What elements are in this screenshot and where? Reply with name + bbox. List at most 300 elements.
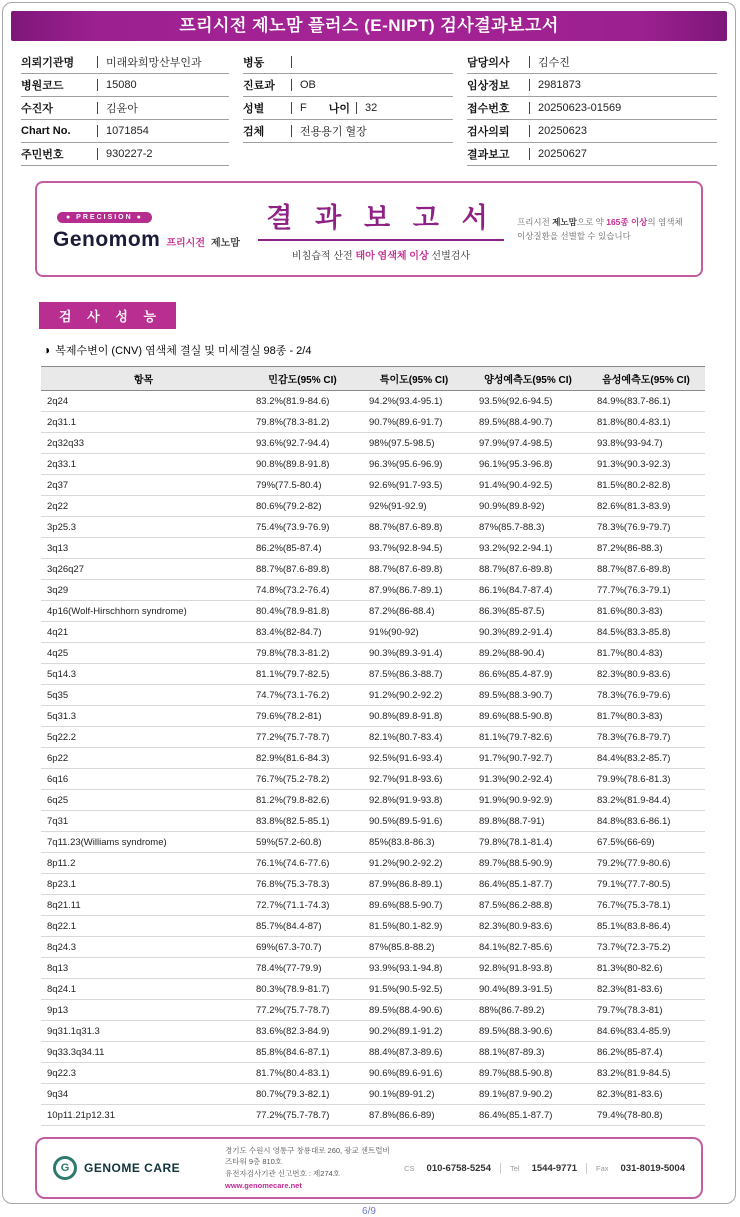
label-divider [291, 102, 292, 114]
row-value: 81.6%(80.3-83) [587, 601, 705, 622]
row-value: 91.3%(90.3-92.3) [587, 454, 705, 475]
precision-badge: ● PRECISION ● [57, 212, 152, 223]
genome-care-logo-text: GENOME CARE [84, 1161, 181, 1175]
row-item-name: 2q32q33 [41, 433, 246, 454]
table-row [41, 1063, 705, 1084]
info-row [467, 97, 717, 120]
row-item-name: 8q22.1 [41, 916, 246, 937]
info-value: 2981873 [538, 79, 581, 91]
row-item-name: 6p22 [41, 748, 246, 769]
row-value: 91.9%(90.9-92.9) [469, 790, 587, 811]
fax-label: Fax [596, 1163, 609, 1173]
website-url: www.genomecare.net [225, 1180, 302, 1190]
row-item-name: 6q16 [41, 769, 246, 790]
row-value: 81.1%(79.7-82.5) [246, 664, 359, 685]
info-value: 김수진 [538, 57, 570, 69]
table-row [41, 958, 705, 979]
row-value: 92.8%(91.8-93.8) [469, 958, 587, 979]
column-header-item: 항목 [41, 367, 246, 391]
info-row [467, 143, 717, 166]
row-value: 88.7%(87.6-89.8) [246, 559, 359, 580]
row-value: 81.7%(80.3-83) [587, 706, 705, 727]
patient-info-col-left [21, 51, 229, 166]
row-value: 81.5%(80.1-82.9) [359, 916, 469, 937]
footer-contacts [404, 1163, 685, 1174]
row-value: 85.7%(84.4-87) [246, 916, 359, 937]
row-value: 73.7%(72.3-75.2) [587, 937, 705, 958]
row-value: 89.1%(87.9-90.2) [469, 1084, 587, 1105]
info-label: 검사의뢰 [467, 126, 510, 138]
info-row [243, 51, 453, 74]
row-value: 79.2%(77.9-80.6) [587, 853, 705, 874]
row-value: 84.9%(83.7-86.1) [587, 391, 705, 412]
info-value: 20250623 [538, 125, 587, 137]
row-value: 74.8%(73.2-76.4) [246, 580, 359, 601]
info-label: 성별 [243, 103, 265, 115]
row-item-name: 8p11.2 [41, 853, 246, 874]
info-row [467, 120, 717, 143]
row-value: 79%(77.5-80.4) [246, 475, 359, 496]
info-row [21, 120, 229, 143]
info-value: 32 [365, 102, 378, 114]
table-row [41, 1084, 705, 1105]
info-value: 미래와희망산부인과 [106, 57, 202, 69]
table-row [41, 475, 705, 496]
header-row [41, 367, 705, 391]
row-value: 91.3%(90.2-92.4) [469, 769, 587, 790]
row-value: 91.7%(90.7-92.7) [469, 748, 587, 769]
report-note [517, 215, 685, 243]
info-value: F [300, 102, 307, 114]
row-value: 81.1%(79.7-82.6) [469, 727, 587, 748]
row-value: 90.6%(89.6-91.6) [359, 1063, 469, 1084]
row-value: 89.5%(88.3-90.6) [469, 1021, 587, 1042]
info-row [243, 74, 453, 97]
row-value: 87.5%(86.3-88.7) [359, 664, 469, 685]
row-item-name: 8q21.11 [41, 895, 246, 916]
info-label: 의뢰기관명 [21, 57, 75, 69]
row-value: 94.2%(93.4-95.1) [359, 391, 469, 412]
row-value: 92.8%(91.9-93.8) [359, 790, 469, 811]
report-heading-block [255, 196, 507, 262]
row-value: 90.3%(89.3-91.4) [359, 643, 469, 664]
row-item-name: 5q14.3 [41, 664, 246, 685]
row-value: 81.7%(80.4-83) [587, 643, 705, 664]
row-value: 90.1%(89-91.2) [359, 1084, 469, 1105]
row-value: 77.2%(75.7-78.7) [246, 1000, 359, 1021]
table-row [41, 496, 705, 517]
info-label: 진료과 [243, 80, 275, 92]
row-value: 84.6%(83.4-85.9) [587, 1021, 705, 1042]
row-item-name: 8q24.1 [41, 979, 246, 1000]
row-value: 84.1%(82.7-85.6) [469, 937, 587, 958]
performance-table-body [41, 391, 705, 1126]
row-value: 92%(91-92.9) [359, 496, 469, 517]
row-value: 91.4%(90.4-92.5) [469, 475, 587, 496]
info-value: 1071854 [106, 125, 149, 137]
report-subheading [255, 247, 507, 262]
row-item-name: 2q22 [41, 496, 246, 517]
info-label: 주민번호 [21, 149, 64, 161]
row-value: 74.7%(73.1-76.2) [246, 685, 359, 706]
row-item-name: 7q11.23(Williams syndrome) [41, 832, 246, 853]
info-label: 검체 [243, 126, 265, 138]
table-row [41, 979, 705, 1000]
row-value: 84.5%(83.3-85.8) [587, 622, 705, 643]
column-header-sensitivity: 민감도(95% CI) [246, 367, 359, 391]
row-value: 80.6%(79.2-82) [246, 496, 359, 517]
row-value: 82.3%(80.9-83.6) [587, 664, 705, 685]
table-row [41, 517, 705, 538]
row-value: 82.3%(81-83.6) [587, 979, 705, 1000]
row-value: 89.5%(88.3-90.7) [469, 685, 587, 706]
row-value: 89.7%(88.5-90.8) [469, 1063, 587, 1084]
row-value: 89.7%(88.5-90.9) [469, 853, 587, 874]
table-caption [43, 342, 735, 358]
row-value: 81.8%(80.4-83.1) [587, 412, 705, 433]
row-value: 81.5%(80.2-82.8) [587, 475, 705, 496]
row-value: 93.7%(92.8-94.5) [359, 538, 469, 559]
row-value: 83.2%(81.9-84.6) [246, 391, 359, 412]
genomom-logo [53, 206, 245, 252]
row-value: 87%(85.7-88.3) [469, 517, 587, 538]
table-row [41, 433, 705, 454]
info-row [21, 51, 229, 74]
table-row [41, 664, 705, 685]
row-value: 91.5%(90.5-92.5) [359, 979, 469, 1000]
label-divider [97, 102, 98, 114]
row-value: 81.3%(80-82.6) [587, 958, 705, 979]
row-item-name: 9q33.3q34.11 [41, 1042, 246, 1063]
row-value: 80.4%(78.9-81.8) [246, 601, 359, 622]
row-value: 78.3%(76.9-79.7) [587, 517, 705, 538]
performance-table-header [41, 367, 705, 391]
report-title-bar [11, 11, 727, 41]
label-divider [291, 125, 292, 137]
row-value: 90.8%(89.8-91.8) [246, 454, 359, 475]
table-row [41, 727, 705, 748]
info-label: 결과보고 [467, 149, 510, 161]
row-value: 76.1%(74.6-77.6) [246, 853, 359, 874]
row-value: 90.7%(89.6-91.7) [359, 412, 469, 433]
row-value: 86.2%(85-87.4) [587, 1042, 705, 1063]
row-item-name: 5q35 [41, 685, 246, 706]
patient-info-grid [21, 51, 717, 166]
row-value: 82.9%(81.6-84.3) [246, 748, 359, 769]
row-value: 82.1%(80.7-83.4) [359, 727, 469, 748]
label-divider [529, 102, 530, 114]
genome-care-logo [53, 1156, 211, 1180]
row-value: 85%(83.8-86.3) [359, 832, 469, 853]
row-value: 79.1%(77.7-80.5) [587, 874, 705, 895]
tel-label: Tel [510, 1163, 520, 1173]
row-value: 91%(90-92) [359, 622, 469, 643]
row-value: 90.5%(89.5-91.6) [359, 811, 469, 832]
info-label: 접수번호 [467, 103, 510, 115]
row-value: 77.2%(75.7-78.7) [246, 727, 359, 748]
table-row [41, 790, 705, 811]
label-divider [529, 56, 530, 68]
row-value: 85.1%(83.8-86.4) [587, 916, 705, 937]
genomom-logo-text: Genomom [53, 228, 161, 251]
note-part: 프리시전 [517, 216, 553, 227]
logo-sub-text: 제노맘 [210, 238, 240, 249]
label-divider [356, 102, 357, 114]
row-value: 92.5%(91.6-93.4) [359, 748, 469, 769]
info-row [467, 51, 717, 74]
row-item-name: 4p16(Wolf-Hirschhorn syndrome) [41, 601, 246, 622]
subtitle-highlight: 태아 염색체 이상 [355, 251, 429, 262]
table-row [41, 937, 705, 958]
row-value: 88.7%(87.6-89.8) [469, 559, 587, 580]
info-label: 수진자 [21, 103, 53, 115]
note-part: 으로 약 [576, 216, 607, 227]
table-row [41, 811, 705, 832]
report-title: 프리시전 제노맘 플러스 (E-NIPT) 검사결과보고서 [179, 16, 559, 35]
table-row [41, 559, 705, 580]
footer-box [35, 1137, 703, 1199]
row-value: 69%(67.3-70.7) [246, 937, 359, 958]
column-header-ppv: 양성예측도(95% CI) [469, 367, 587, 391]
info-row [467, 74, 717, 97]
row-value: 86.4%(85.1-87.7) [469, 874, 587, 895]
column-header-specificity: 특이도(95% CI) [359, 367, 469, 391]
row-value: 89.6%(88.5-90.7) [359, 895, 469, 916]
row-value: 86.3%(85-87.5) [469, 601, 587, 622]
label-divider [97, 125, 98, 137]
contact-divider [586, 1163, 587, 1174]
row-value: 80.7%(79.3-82.1) [246, 1084, 359, 1105]
row-value: 72.7%(71.1-74.3) [246, 895, 359, 916]
row-item-name: 8q13 [41, 958, 246, 979]
row-value: 93.9%(93.1-94.8) [359, 958, 469, 979]
fax-number: 031-8019-5004 [620, 1162, 685, 1174]
row-value: 79.8%(78.3-81.2) [246, 643, 359, 664]
row-value: 93.2%(92.2-94.1) [469, 538, 587, 559]
table-row [41, 706, 705, 727]
table-row [41, 895, 705, 916]
row-value: 79.8%(78.3-81.2) [246, 412, 359, 433]
row-value: 82.6%(81.3-83.9) [587, 496, 705, 517]
row-value: 90.4%(89.3-91.5) [469, 979, 587, 1000]
row-item-name: 2q31.1 [41, 412, 246, 433]
label-divider [97, 56, 98, 68]
row-value: 87%(85.8-88.2) [359, 937, 469, 958]
section-header-test-performance: 검 사 성 능 [39, 302, 176, 329]
patient-info-col-middle [243, 51, 453, 166]
row-item-name: 2q33.1 [41, 454, 246, 475]
table-row [41, 601, 705, 622]
row-value: 90.2%(89.1-91.2) [359, 1021, 469, 1042]
table-row [41, 1042, 705, 1063]
table-row [41, 538, 705, 559]
address-line-1: 경기도 수원시 영통구 창룡대로 260, 광교 센트럴비즈타워 9층 810호 [225, 1145, 390, 1167]
row-value: 96.1%(95.3-96.8) [469, 454, 587, 475]
row-item-name: 9q31.1q31.3 [41, 1021, 246, 1042]
row-value: 90.3%(89.2-91.4) [469, 622, 587, 643]
cs-label: CS [404, 1163, 415, 1173]
table-row [41, 916, 705, 937]
table-caption-text: 복제수변이 (CNV) 염색체 결실 및 미세결실 98종 - 2/4 [55, 345, 312, 357]
address-line-2: 유전자검사기관 신고번호 : 제274호 [225, 1169, 341, 1178]
row-value: 79.8%(78.1-81.4) [469, 832, 587, 853]
info-label: Chart No. [21, 125, 71, 137]
row-value: 88.7%(87.6-89.8) [359, 517, 469, 538]
table-row [41, 748, 705, 769]
row-value: 80.3%(78.9-81.7) [246, 979, 359, 1000]
table-row [41, 832, 705, 853]
label-divider [529, 125, 530, 137]
row-value: 89.2%(88-90.4) [469, 643, 587, 664]
row-value: 78.3%(76.8-79.7) [587, 727, 705, 748]
tel-number: 1544-9771 [531, 1162, 578, 1174]
column-header-npv: 음성예측도(95% CI) [587, 367, 705, 391]
report-heading: 결 과 보 고 서 [258, 196, 503, 241]
row-value: 81.2%(79.8-82.6) [246, 790, 359, 811]
row-value: 88.7%(87.6-89.8) [587, 559, 705, 580]
row-value: 59%(57.2-60.8) [246, 832, 359, 853]
row-value: 83.8%(82.5-85.1) [246, 811, 359, 832]
row-value: 92.7%(91.8-93.6) [359, 769, 469, 790]
row-value: 90.8%(89.8-91.8) [359, 706, 469, 727]
row-item-name: 6q25 [41, 790, 246, 811]
row-value: 79.9%(78.6-81.3) [587, 769, 705, 790]
row-value: 76.7%(75.2-78.2) [246, 769, 359, 790]
row-value: 89.8%(88.7-91) [469, 811, 587, 832]
table-row [41, 412, 705, 433]
info-label: 병동 [243, 57, 265, 69]
note-part: 의 염색체 이상질환을 선별할 수 있습니다 [517, 216, 683, 241]
info-label: 담당의사 [467, 57, 510, 69]
row-value: 92.6%(91.7-93.5) [359, 475, 469, 496]
row-item-name: 3q29 [41, 580, 246, 601]
result-report-box [35, 181, 703, 277]
footer-address [225, 1145, 390, 1192]
table-row [41, 391, 705, 412]
row-value: 88%(86.7-89.2) [469, 1000, 587, 1021]
row-value: 87.2%(86-88.3) [587, 538, 705, 559]
performance-table [41, 366, 705, 1126]
contact-divider [500, 1163, 501, 1174]
table-row [41, 580, 705, 601]
table-row [41, 1021, 705, 1042]
row-value: 86.1%(84.7-87.4) [469, 580, 587, 601]
info-row [21, 74, 229, 97]
row-value: 88.1%(87-89.3) [469, 1042, 587, 1063]
row-item-name: 8q24.3 [41, 937, 246, 958]
info-value: 김윤아 [106, 103, 138, 115]
table-row [41, 454, 705, 475]
row-value: 85.8%(84.6-87.1) [246, 1042, 359, 1063]
info-value: 930227-2 [106, 148, 153, 160]
info-label: 임상정보 [467, 80, 510, 92]
row-value: 88.7%(87.6-89.8) [359, 559, 469, 580]
row-value: 83.6%(82.3-84.9) [246, 1021, 359, 1042]
table-row [41, 853, 705, 874]
row-item-name: 4q25 [41, 643, 246, 664]
info-row [243, 120, 453, 143]
info-row [243, 97, 453, 120]
info-value: 20250623-01569 [538, 102, 622, 114]
row-item-name: 9q34 [41, 1084, 246, 1105]
row-value: 84.8%(83.6-86.1) [587, 811, 705, 832]
row-value: 82.3%(80.9-83.6) [469, 916, 587, 937]
row-item-name: 7q31 [41, 811, 246, 832]
row-value: 76.8%(75.3-78.3) [246, 874, 359, 895]
row-value: 98%(97.5-98.5) [359, 433, 469, 454]
row-value: 79.4%(78-80.8) [587, 1105, 705, 1126]
row-value: 93.6%(92.7-94.4) [246, 433, 359, 454]
row-value: 82.3%(81-83.6) [587, 1084, 705, 1105]
subtitle-part: 비침습적 산전 [291, 251, 356, 262]
row-value: 77.2%(75.7-78.7) [246, 1105, 359, 1126]
subtitle-part: 선별검사 [428, 251, 471, 262]
label-divider [291, 79, 292, 91]
row-value: 83.4%(82-84.7) [246, 622, 359, 643]
half-circle-icon: ◑ [43, 343, 51, 357]
row-value: 89.6%(88.5-90.8) [469, 706, 587, 727]
info-value: OB [300, 79, 316, 91]
table-row [41, 874, 705, 895]
row-value: 89.5%(88.4-90.7) [469, 412, 587, 433]
row-value: 97.9%(97.4-98.5) [469, 433, 587, 454]
row-value: 87.2%(86-88.4) [359, 601, 469, 622]
row-item-name: 5q31.3 [41, 706, 246, 727]
row-value: 96.3%(95.6-96.9) [359, 454, 469, 475]
row-item-name: 9q22.3 [41, 1063, 246, 1084]
note-highlight: 165종 이상 [606, 216, 648, 227]
row-value: 79.7%(78.3-81) [587, 1000, 705, 1021]
row-value: 89.5%(88.4-90.6) [359, 1000, 469, 1021]
table-row [41, 1000, 705, 1021]
genome-care-logo-icon: G [53, 1156, 77, 1180]
row-value: 84.4%(83.2-85.7) [587, 748, 705, 769]
info-row [21, 97, 229, 120]
row-value: 86.6%(85.4-87.9) [469, 664, 587, 685]
logo-sub-highlight: 프리시전 [166, 238, 205, 249]
label-divider [291, 56, 292, 68]
label-divider [97, 79, 98, 91]
row-value: 79.6%(78.2-81) [246, 706, 359, 727]
table-row [41, 1105, 705, 1126]
row-value: 81.7%(80.4-83.1) [246, 1063, 359, 1084]
row-value: 87.8%(86.6-89) [359, 1105, 469, 1126]
row-value: 76.7%(75.3-78.1) [587, 895, 705, 916]
row-value: 75.4%(73.9-76.9) [246, 517, 359, 538]
row-item-name: 2q37 [41, 475, 246, 496]
row-value: 91.2%(90.2-92.2) [359, 685, 469, 706]
info-value: 전용용기 혈장 [300, 126, 367, 138]
row-value: 78.3%(76.9-79.6) [587, 685, 705, 706]
note-bold: 제노맘 [552, 216, 577, 227]
label-divider [97, 148, 98, 160]
row-item-name: 9p13 [41, 1000, 246, 1021]
row-item-name: 3q26q27 [41, 559, 246, 580]
row-value: 91.2%(90.2-92.2) [359, 853, 469, 874]
label-divider [529, 148, 530, 160]
table-row [41, 685, 705, 706]
row-value: 87.5%(86.2-88.8) [469, 895, 587, 916]
row-value: 86.2%(85-87.4) [246, 538, 359, 559]
row-value: 87.9%(86.7-89.1) [359, 580, 469, 601]
row-value: 90.9%(89.8-92) [469, 496, 587, 517]
row-value: 87.9%(86.8-89.1) [359, 874, 469, 895]
row-item-name: 3q13 [41, 538, 246, 559]
info-value: 20250627 [538, 148, 587, 160]
info-label: 병원코드 [21, 80, 64, 92]
row-item-name: 10p11.21p12.31 [41, 1105, 246, 1126]
info-value: 15080 [106, 79, 137, 91]
